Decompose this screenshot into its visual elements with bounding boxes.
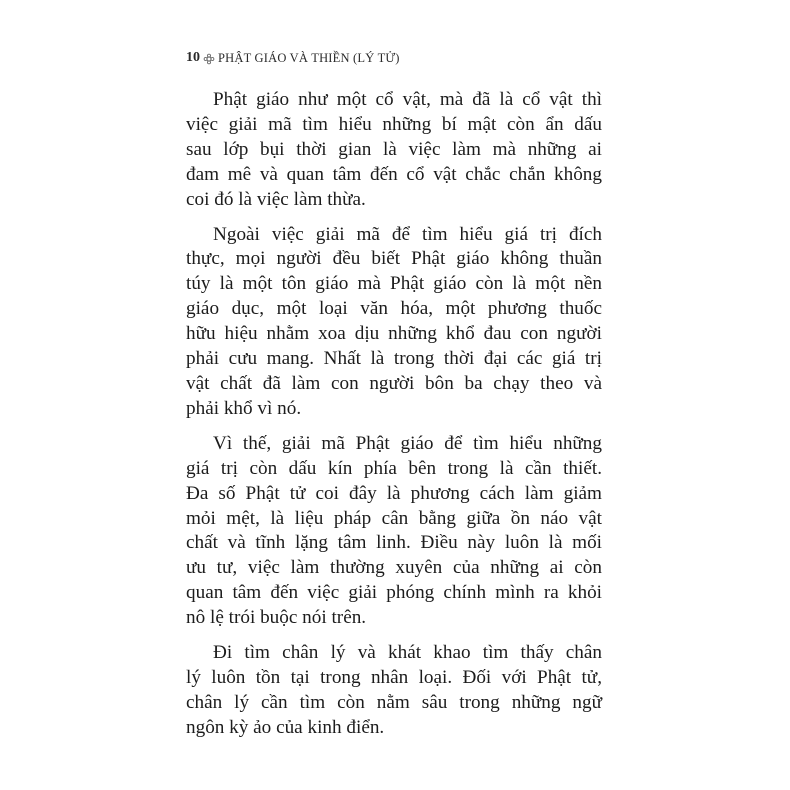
paragraph-2 bbox=[186, 223, 602, 422]
text-line: giáo dục, một loại văn hóa, một phương thuốc bbox=[186, 298, 602, 320]
text-line: Vì thế, giải mã Phật giáo để tìm hiểu những bbox=[213, 432, 602, 454]
text-line: coi đó là việc làm thừa. bbox=[186, 188, 366, 210]
text-line: vật chất đã làm con người bôn ba chạy theo và bbox=[186, 372, 602, 394]
text-line: mỏi mệt, là liệu pháp cân bằng giữa ồn náo vật bbox=[186, 507, 602, 529]
page-number: 10 bbox=[186, 50, 200, 65]
text-line: ưu tư, việc làm thường xuyên của những ai còn bbox=[186, 557, 602, 579]
text-line: phải cưu mang. Nhất là trong thời đại các giá trị bbox=[186, 348, 602, 370]
text-line: nô lệ trói buộc nói trên. bbox=[186, 607, 367, 629]
text-line: Ngoài việc giải mã để tìm hiểu giá trị đích bbox=[213, 223, 602, 245]
body-text bbox=[186, 88, 602, 751]
text-line: thực, mọi người đều biết Phật giáo không thuần bbox=[186, 248, 602, 270]
text-line: túy là một tôn giáo mà Phật giáo còn là một nền bbox=[186, 273, 602, 295]
text-line: sau lớp bụi thời gian là việc làm mà những ai bbox=[186, 138, 602, 160]
text-line: phải khổ vì nó. bbox=[186, 397, 302, 419]
paragraph-1 bbox=[186, 88, 602, 213]
text-line: Phật giáo như một cổ vật, mà đã là cổ vật thì bbox=[213, 89, 602, 110]
paragraph-4 bbox=[186, 641, 602, 741]
text-line: lý luôn tồn tại trong nhân loại. Đối với Phật tử, bbox=[186, 666, 602, 688]
text-line: đam mê và quan tâm đến cổ vật chắc chắn không bbox=[186, 163, 602, 185]
text-line: ngôn kỳ ảo của kinh điển. bbox=[186, 716, 385, 738]
running-header bbox=[186, 50, 400, 66]
text-line: việc giải mã tìm hiểu những bí mật còn ẩn dấu bbox=[186, 113, 602, 135]
text-line: Đa số Phật tử coi đây là phương cách làm giảm bbox=[186, 482, 602, 504]
text-line: hữu hiệu nhằm xoa dịu những khổ đau con người bbox=[186, 323, 602, 345]
text-line: chất và tĩnh lặng tâm linh. Điều này luôn là mối bbox=[186, 532, 602, 554]
paragraph-3 bbox=[186, 432, 602, 631]
text-line: Đi tìm chân lý và khát khao tìm thấy chân bbox=[213, 642, 602, 664]
text-line: giá trị còn dấu kín phía bên trong là cần thiết. bbox=[186, 457, 602, 479]
text-line: chân lý cần tìm còn nằm sâu trong những ngữ bbox=[186, 691, 602, 713]
lotus-ornament-icon bbox=[203, 52, 215, 64]
running-title: PHẬT GIÁO VÀ THIỀN (LÝ TỬ) bbox=[218, 50, 400, 65]
text-line: quan tâm đến việc giải phóng chính mình ra khỏi bbox=[186, 582, 602, 604]
